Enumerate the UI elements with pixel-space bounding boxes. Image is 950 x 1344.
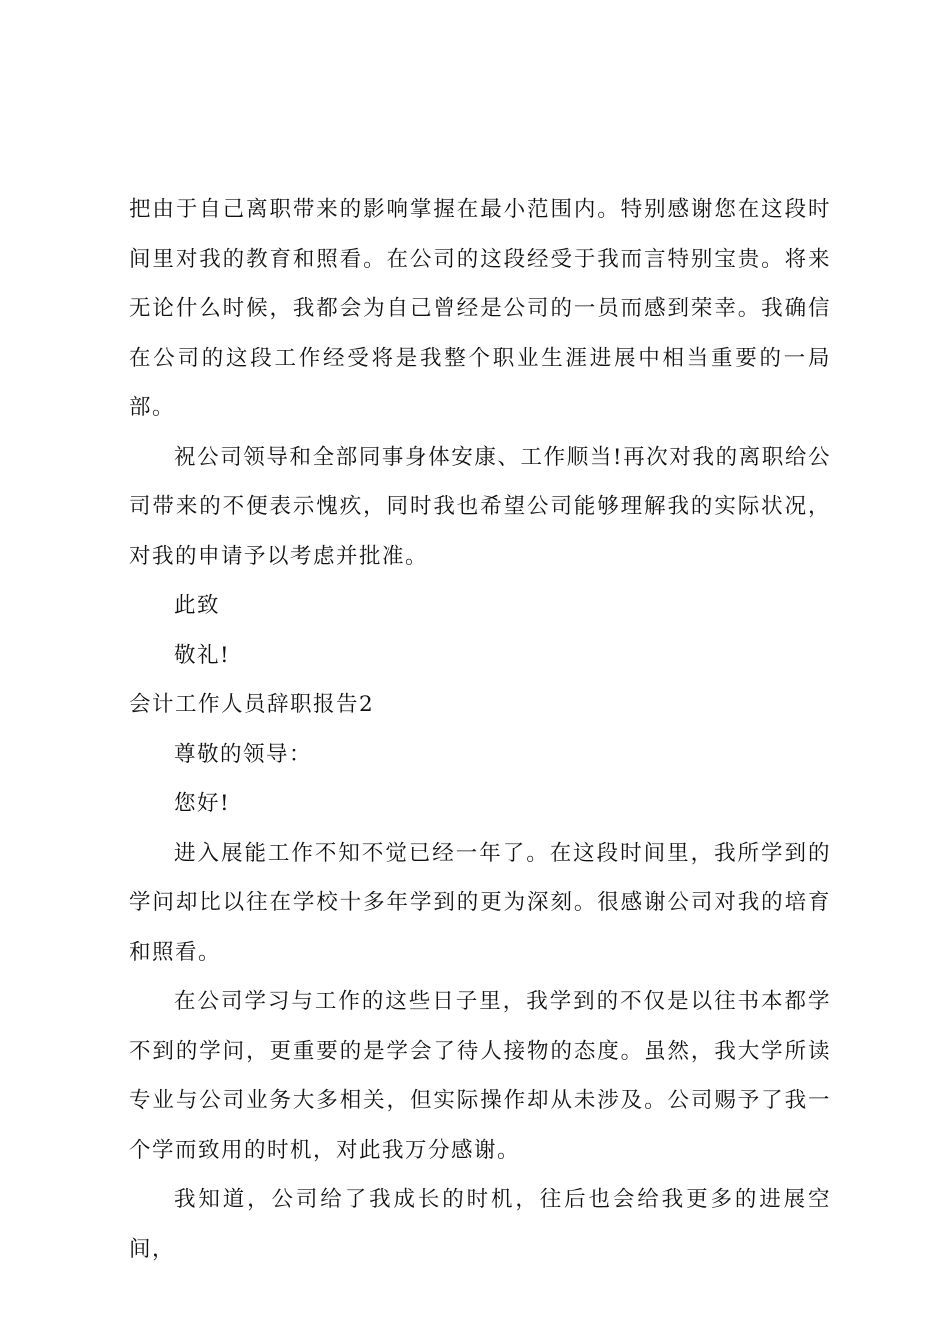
paragraph-wishes: 祝公司领导和全部同事身体安康、工作顺当!再次对我的离职给公司带来的不便表示愧疚，同时我也希望公司能够理解我的实际状况，对我的申请予以考虑并批准。: [129, 444, 831, 569]
closing-jingli: 敬礼!: [174, 642, 231, 668]
section-title: 会计工作人员辞职报告2: [129, 692, 375, 717]
paragraph-learning: 在公司学习与工作的这些日子里，我学到的不仅是以往书本都学不到的学问，更重要的是学会了待人接物的态度。虽然，我大学所读专业与公司业务大多相关，但实际操作却从未涉及。公司赐予了我一个学而致用的时机，对此我万分感谢。: [129, 989, 831, 1163]
salutation: 尊敬的领导：: [174, 741, 313, 767]
paragraph-growth: 我知道，公司给了我成长的时机，往后也会给我更多的进展空间，: [129, 1187, 831, 1262]
paragraph-intro: 进入展能工作不知不觉已经一年了。在这段时间里，我所学到的学问却比以往在学校十多年学到的更为深刻。很感谢公司对我的培育和照看。: [129, 840, 831, 965]
paragraph-continuation: 把由于自己离职带来的影响掌握在最小范围内。特别感谢您在这段时间里对我的教育和照看。在公司的这段经受于我而言特别宝贵。将来无论什么时候，我都会为自己曾经是公司的一员而感到荣幸。我确信在公司的这段工作经受将是我整个职业生涯进展中相当重要的一局部。: [129, 197, 831, 420]
document-body: [129, 185, 831, 1274]
closing-cizhi: 此致: [174, 593, 221, 618]
greeting: 您好!: [174, 791, 231, 816]
